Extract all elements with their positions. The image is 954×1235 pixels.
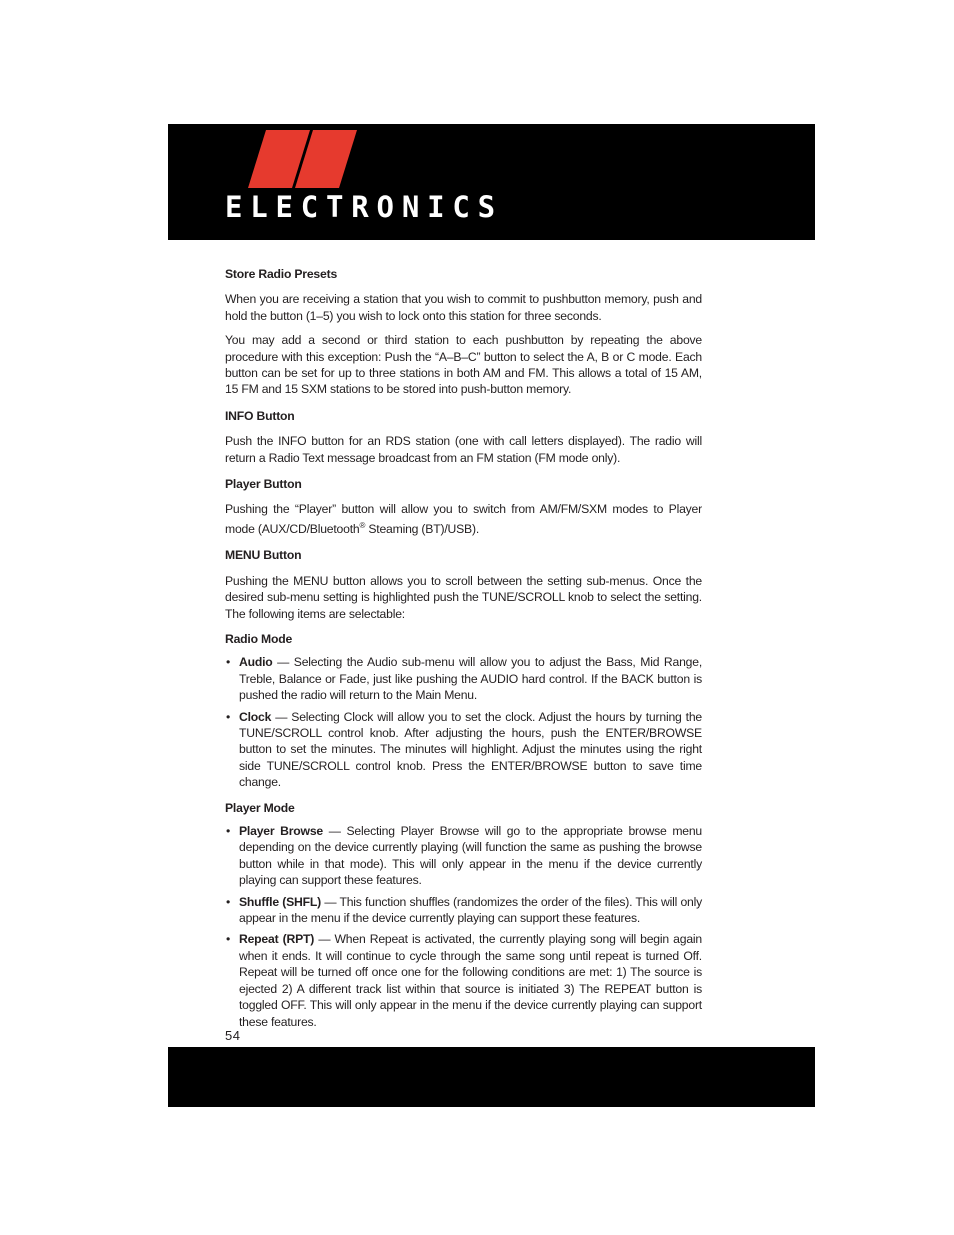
heading-menu-button: MENU Button: [225, 548, 302, 563]
paragraph: Pushing the MENU button allows you to scroll between the setting sub-menus. Once the desired sub-menu setting is highlighted push the TUNE/SCROLL knob to select the setting. The following items are selectable:: [225, 573, 702, 621]
heading-player-button: Player Button: [225, 477, 302, 492]
bullet: •: [226, 932, 231, 947]
paragraph: When you are receiving a station that you wish to commit to pushbutton memory, push and hold the button (1–5) you wish to lock onto this station for three seconds.: [225, 292, 702, 323]
item-term: Clock: [239, 709, 272, 724]
item-term: Repeat (RPT): [239, 932, 315, 947]
radio-mode-list: [225, 654, 702, 790]
paragraph: You may add a second or third station to each pushbutton by repeating the above procedure with this exception: Push the “A–B–C” button to select the A, B or C mode. Each button can be set for up to three stations in both AM and FM. This allows a total of 15 AM, 15 FM and 15 SXM stations to be stored into push-button memory.: [225, 333, 702, 397]
list-item: [225, 823, 702, 889]
item-term: Player Browse: [239, 824, 323, 839]
bullet: •: [226, 824, 231, 839]
section-header: [168, 124, 815, 240]
paragraph: [225, 501, 702, 537]
text-run: Pushing the “Player” button will allow you to switch from AM/FM/SXM modes to Player mode (AUX/CD/Bluetooth: [225, 502, 702, 536]
heading-radio-mode: Radio Mode: [225, 631, 293, 646]
item-text: — When Repeat is activated, the currently playing song will begin again when it ends. It will continue to cycle through the same song until repeat is turned Off. Repeat will be turned off once one for the following conditions are met: 1) The source is ejected 2) A different track list within that source is initiated 3) The REPEAT button is toggled OFF. This will only appear in the menu if the device currently playing can support these features.: [239, 932, 702, 1029]
list-item: [225, 894, 702, 927]
item-text: — This function shuffles (randomizes the order of the files). This will only appear in the menu if the device currently playing can support these features.: [239, 894, 702, 926]
registered-mark: ®: [359, 520, 366, 530]
section-title: ELECTRONICS: [225, 190, 503, 224]
bullet: •: [226, 709, 231, 724]
heading-info-button: INFO Button: [225, 408, 295, 423]
item-term: Audio: [239, 655, 273, 670]
item-text: — Selecting Player Browse will go to the appropriate browse menu depending on the device currently playing (will function the same as pushing the browse button while in that mode). This will only appear in the menu if the device currently playing can support these features.: [239, 824, 703, 888]
item-text: — Selecting Clock will allow you to set the clock. Adjust the hours by turning the TUNE/SCROLL control knob. After adjusting the hours, push the ENTER/BROWSE button to set the minutes. The minutes will highlight. Adjust the minutes using the right side TUNE/SCROLL control knob. Press the ENTER/BROWSE button to save time change.: [239, 709, 702, 790]
dual-diagonal-stripes-icon: [248, 130, 358, 190]
list-item: [225, 654, 702, 703]
heading-player-mode: Player Mode: [225, 800, 295, 815]
list-item: [225, 931, 702, 1029]
paragraph: Push the INFO button for an RDS station (one with call letters displayed). The radio will return a Radio Text message broadcast from an FM station (FM mode only).: [225, 434, 702, 465]
bullet: •: [226, 655, 231, 670]
item-text: — Selecting the Audio sub-menu will allow you to adjust the Bass, Mid Range, Treble, Balance or Fade, just like pushing the AUDIO hard control. If the BACK button is pushed the radio will return to the Main Menu.: [239, 655, 702, 703]
bullet: •: [226, 894, 231, 909]
heading-store-radio-presets: Store Radio Presets: [225, 267, 338, 281]
player-mode-list: [225, 823, 702, 1030]
page-number: 54: [225, 1028, 241, 1043]
page-content: [225, 266, 702, 1039]
item-term: Shuffle (SHFL): [239, 894, 321, 909]
page-footer-bar: [168, 1047, 815, 1107]
text-run: Steaming (BT)/USB).: [365, 521, 480, 536]
list-item: [225, 709, 702, 791]
